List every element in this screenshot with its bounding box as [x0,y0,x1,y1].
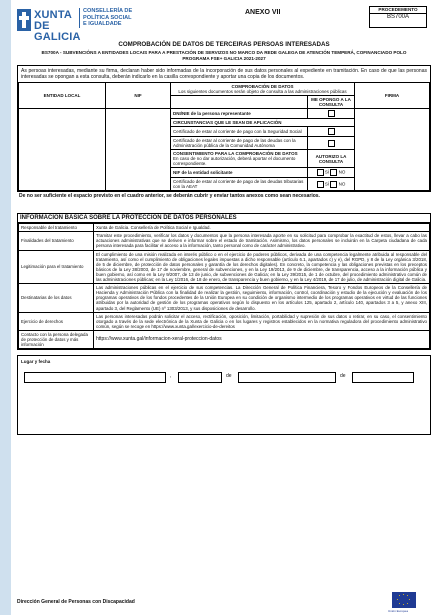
table-row [19,250,430,284]
privacy-label: Ejercicio de derechos [19,312,94,330]
col-nif: NIF [106,83,171,109]
table-row [19,284,430,312]
signature-section [17,355,431,435]
col-oppose: ME OPONGO A LA CONSULTA [308,96,355,109]
consent-yes-checkbox-nif[interactable] [317,169,324,176]
table-row [19,312,430,330]
privacy-section [17,213,431,350]
row-dni-label: DNI/NIE de la persona representante [171,109,308,119]
document-title: COMPROBACIÓN DE DATOS DE TERCEIRAS PERSOAS INTERESADAS [118,41,330,48]
privacy-text: Las administraciones públicas en el ejercicio de sus competencias. La Dirección General de Política Financiera, Tesoro y Fondos Europeos de la Consellería de Hacienda y Administración Pública con la finalidad de realizar la gestión, seguimiento, información, control, coordinación y estudio de la ejecución y evaluación de los programas operativos de los fondos procedentes de la Unión Europea en su condición de organismo intermedio de los programas operativos en virtud de las funciones atribuidas por la autoridad de gestión de los programas operativos según lo dispuesto en los artículos 125, apartado 2, artículo 140, apartados 3 a 5, y anexo XIII, apartado 3, del Reglamento (UE) nº 1303/2013, y sus disposiciones de desarrollo. [94,284,430,312]
procedure-code: BS700A [386,14,410,20]
conselleria-name: CONSELLERÍA DE POLÍTICA SOCIAL E IGUALDADE [79,8,132,28]
col-entity: ENTIDAD LOCAL [19,83,106,109]
year-field[interactable] [352,372,414,383]
privacy-label: Legitimación para el tratamiento [19,250,94,284]
document-subtitle: BS700A - SUBVENCIÓNS A ENTIDADES LOCAIS PARA A PRESTACIÓN DE SERVIZOS NO MARCO DA REDE GALEGA DE ATENCIÓN TEMPERÁ, COFINANCIADO POLO PROGRAMA FSE+ GALICIA 2021-2027 [41,50,407,61]
consent-col: AUTORIZO LA CONSULTA [308,150,355,168]
consent-title: CONSENTIMIENTO PARA LA COMPROBACIÓN DE DATOS [173,151,298,157]
privacy-table [18,223,430,349]
annex-label: ANEXO VII [245,9,281,16]
privacy-label: Finalidades del tratamiento [19,232,94,250]
xunta-brand-text: XUNTA DE GALICIA [34,9,81,43]
procedure-label: PROCEDEMENTO [370,7,426,14]
col-check-title: COMPROBACIÓN DE DATOS [231,84,294,90]
col-sign: FIRMA [355,83,430,109]
no-label: NO [338,169,346,175]
row-admin-debt-label: Certificado de estar al corriente de pago de las deudas con la Administración pública de la Comunidad Autónoma [171,137,308,150]
privacy-text: Xunta de Galicia. Consellería de Política Social e Igualdad. [94,224,430,232]
privacy-label: Destinatarias de los datos [19,284,94,312]
privacy-heading: INFORMACIÓN BÁSICA SOBRE LA PROTECCIÓN DE DATOS PERSONALES [18,214,430,223]
table-row [19,232,430,250]
month-field[interactable] [238,372,336,383]
row-ss-label: Certificado de estar al corriente de pago con la Seguridad Social [171,127,308,137]
privacy-text: Tramitar este procedimiento, verificar los datos y documentos que la persona interesada aporte en su solicitud para comprobar la exactitud de estos, llevar a cabo las actuaciones administrativas que se deriven e informar sobre el estado de tramitación. Asimismo, los datos personales se incluirán en la Carpeta ciudadana de cada persona interesada para facilitar el acceso a la información, tanto personal como de carácter administrativo. [94,232,430,250]
document-header [17,6,431,44]
oppose-checkbox-dni[interactable] [328,110,335,117]
row-circumstances-label: CIRCUNSTANCIAS QUE LE SEAN DE APLICACIÓN [171,119,355,127]
consent-yes-checkbox-aeat[interactable] [317,181,324,188]
date-separator: de [226,373,232,380]
privacy-label: Contacto con la persona delegada de protección de datos y más información [19,330,94,348]
consent-no-checkbox-aeat[interactable] [330,181,337,188]
privacy-link[interactable]: https://www.xunta.gal/informacion-xeral-proteccion-datos [94,330,430,348]
third-party-section [17,65,431,192]
date-separator: de [340,373,346,380]
privacy-text: El cumplimiento de una misión realizada en interés público o en el ejercicio de poderes públicos, derivada de una competencia legalmente atribuida al responsable del tratamiento, así como el cumplimiento de obligaciones legales impuestas a dicho responsable (artículo 6.1, apartados c) y e), del RGPD, y 8 de la Ley orgánica 3/2018, de 5 de diciembre, de protección de datos personales y garantía de los derechos digitales). En concreto, la competencia y las obligaciones previstas en los preceptos básicos de la Ley 38/2003, de 17 de noviembre, general de subvenciones, y en la Ley 19/2013, de 9 de diciembre, de transparencia, acceso a la información pública y buen gobierno, así como en la Ley 9/2007, de 13 de junio, de subvenciones de Galicia; en la Ley 39/2015, de 1 de octubre, del procedimiento administrativo común de las administraciones públicas; en la Ley 1/2016, de 18 de enero, de transparencia y buen gobierno, y en la Ley 4/2019, de 17 de julio, de administración digital de Galicia. [94,250,430,284]
row-aeat-label: Certificado de estar al corriente de pago de las deudas tributarias con la AEAT [171,178,308,191]
eu-flag-icon [392,592,416,608]
row-nif-entity-label: NIF de la entidad solicitante [171,168,308,178]
procedure-box [369,6,427,28]
day-field[interactable] [178,372,222,383]
xunta-cross-icon [17,9,31,31]
insufficient-space-note: De no ser suficiente el espacio previsto en el cuadro anterior, se deberán cubrir y enviar tantos anexos como sean necesarios. [19,193,320,200]
privacy-label: Responsable del tratamiento [19,224,94,232]
xunta-logo [17,6,81,43]
signature-cell[interactable] [355,109,430,191]
table-row [19,330,430,348]
table-row [19,224,430,232]
nif-cell[interactable] [106,109,171,191]
consent-no-checkbox-nif[interactable] [330,169,337,176]
place-field[interactable] [24,372,166,383]
eu-label: Unión Europea [388,609,409,613]
col-check [171,83,355,96]
data-check-table [18,82,430,191]
consent-text: En caso de no dar autorización, deberá aportar el documento correspondiente. [173,156,296,167]
col-check-subtitle: Los siguientes documentos serán objeto de consulta a las administraciones públicas [178,89,347,95]
date-separator: , [170,373,172,380]
entity-cell[interactable] [19,109,106,191]
place-date-label: Lugar y fecha [21,359,51,365]
footer-department: Dirección General de Personas con Discapacidad [17,599,135,605]
document-page [17,6,431,435]
consent-cell [171,150,308,168]
no-label: NO [338,181,346,187]
oppose-checkbox-admin[interactable] [328,140,335,147]
oppose-checkbox-ss[interactable] [328,128,335,135]
yes-label: SÍ [324,169,330,175]
intro-paragraph: As persoas interesadas, mediante su firma, declaran haber sido informadas de la incorporación de sus datos personales al expediente en tramitación. En caso de que las personas interesadas se opongan a esta consulta, deberán indicarlo en la casilla correspondiente y aportar una copia de los documentos. [21,68,427,81]
yes-label: SÍ [324,181,330,187]
left-margin-band [0,0,11,615]
privacy-text: Las personas interesadas podrán solicitar el acceso, rectificación, oposición, limitación, portabilidad y supresión de sus datos o retirar, en su caso, el consentimiento otorgado a través de la sede electrónica de la Xunta de Galicia o en los lugares y registros establecidos en la normativa reguladora del procedimiento administrativo común, según se recoge en https://www.xunta.gal/exercicio-de-dereitos [94,312,430,330]
